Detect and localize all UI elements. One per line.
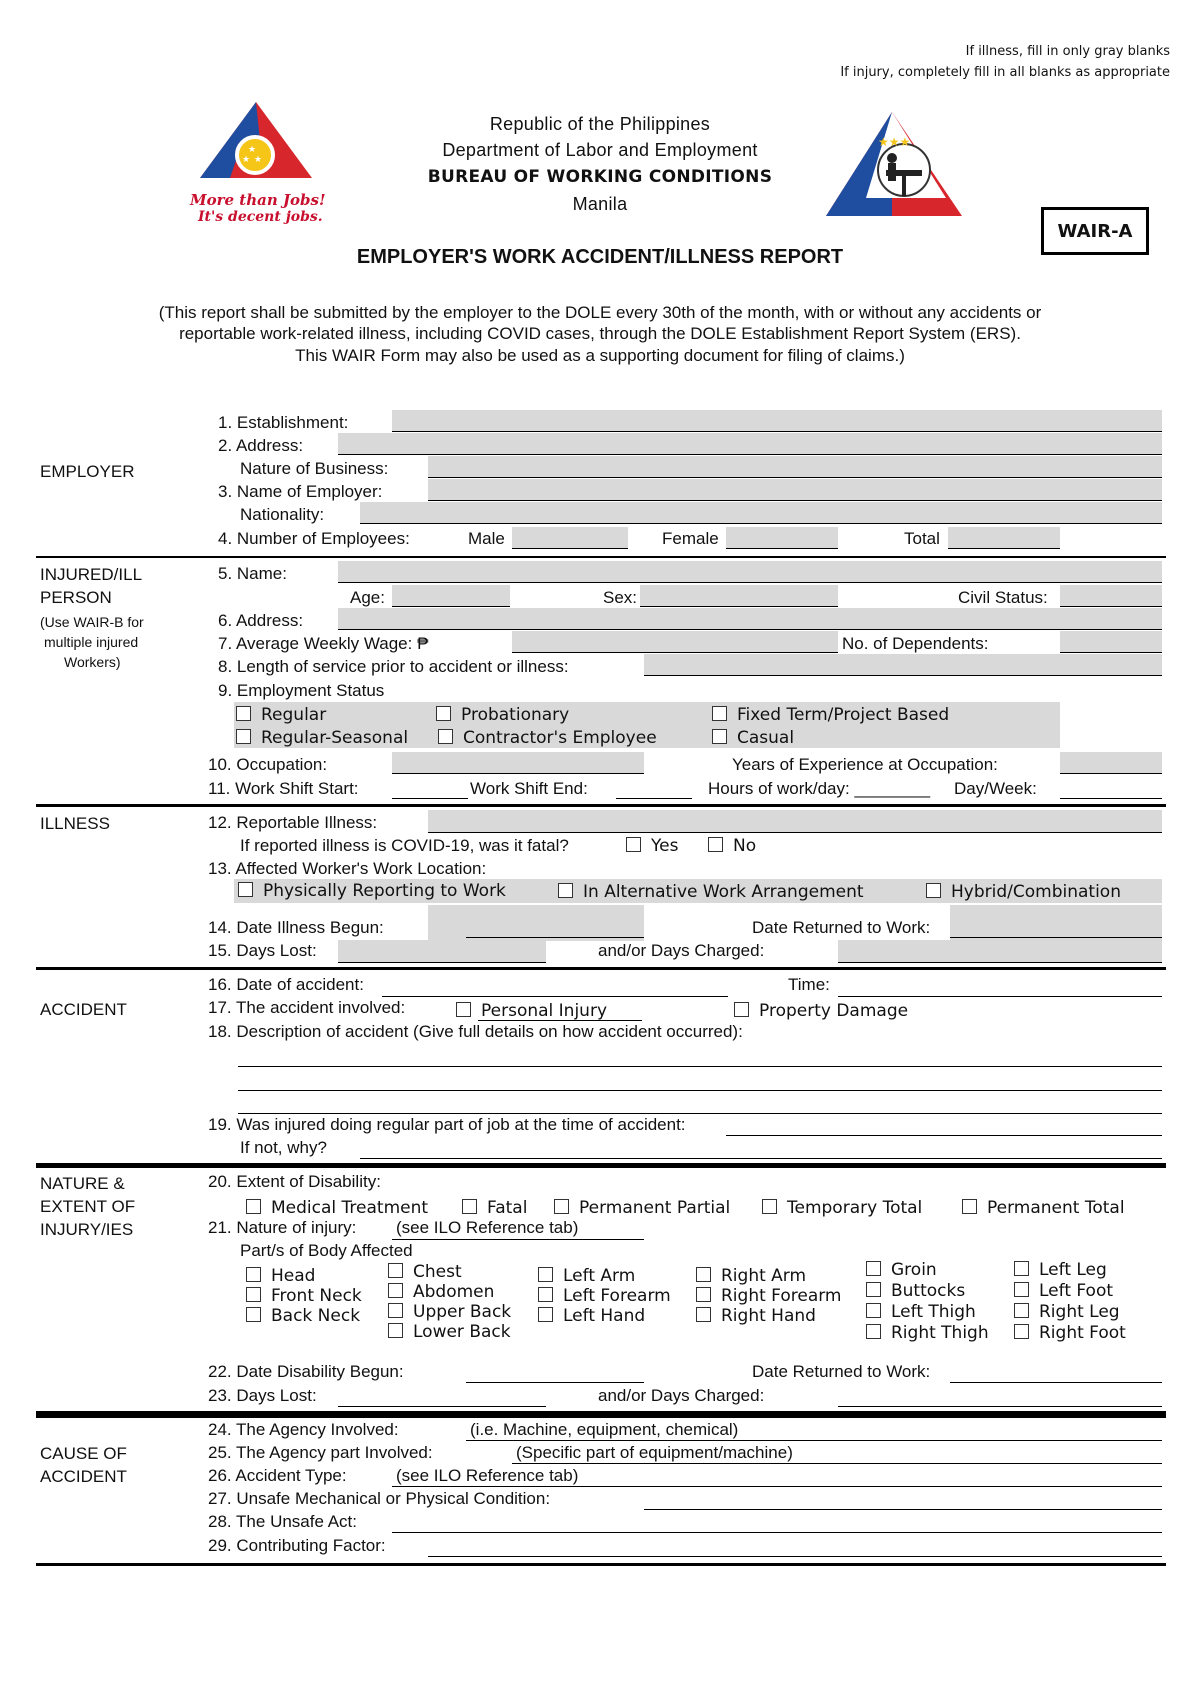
sex-input[interactable] [640, 585, 838, 606]
injured-note-1: (Use WAIR-B for [40, 614, 144, 630]
label-employer-name: 3. Name of Employer: [218, 482, 383, 501]
shift-start-input[interactable] [392, 798, 468, 799]
divider-accident [36, 1163, 1166, 1168]
label-hours-day: Hours of work/day: ________ [708, 779, 931, 798]
involved-personal-injury[interactable]: Personal Injury [456, 1001, 607, 1021]
label-date-illness: 14. Date Illness Begun: [208, 918, 384, 937]
header-department: Department of Labor and Employment [442, 140, 758, 160]
label-establishment: 1. Establishment: [218, 413, 349, 432]
svg-text:★: ★ [254, 154, 263, 164]
label-dependents: No. of Dependents: [842, 634, 989, 653]
description-line-3[interactable] [238, 1113, 1162, 1114]
date-returned-illness-input[interactable] [950, 905, 1162, 941]
day-week-input[interactable] [1060, 798, 1162, 799]
employer-name-input[interactable] [428, 479, 1162, 500]
date-accident-input[interactable] [382, 996, 728, 997]
checkbox-icon [712, 706, 727, 721]
body-right-leg[interactable]: Right Leg [1014, 1302, 1126, 1323]
label-time: Time: [788, 975, 830, 994]
label-accident-type: 26. Accident Type: [208, 1466, 347, 1485]
checkbox-icon [558, 883, 573, 898]
divider-illness [36, 967, 1166, 970]
label-work-location: 13. Affected Worker's Work Location: [208, 859, 487, 878]
body-right-thigh[interactable]: Right Thigh [866, 1323, 989, 1344]
status-regular[interactable]: Regular [236, 705, 326, 725]
body-column-5 [866, 1260, 989, 1344]
checkbox-icon [246, 1287, 261, 1302]
label-days-lost-injury: 23. Days Lost: [208, 1386, 317, 1405]
accident-type-input[interactable] [392, 1486, 1162, 1487]
intro-line-3: This WAIR Form may also be used as a supporting document for filing of claims.) [295, 346, 905, 365]
section-nature-3: INJURY/IES [40, 1220, 134, 1239]
checkbox-icon [1014, 1324, 1029, 1339]
label-years-experience: Years of Experience at Occupation: [732, 755, 998, 774]
label-contributing-factor: 29. Contributing Factor: [208, 1536, 386, 1555]
male-count-input[interactable] [512, 527, 628, 548]
label-female: Female [662, 529, 719, 548]
label-date-returned-injury: Date Returned to Work: [752, 1362, 931, 1381]
extent-medical-treatment[interactable]: Medical Treatment [246, 1198, 428, 1218]
female-count-input[interactable] [726, 527, 838, 548]
logo-tagline-1: More than Jobs! [190, 191, 326, 209]
body-left-leg[interactable]: Left Leg [1014, 1260, 1126, 1281]
location-alternative[interactable]: In Alternative Work Arrangement [558, 882, 864, 902]
body-front-neck[interactable]: Front Neck [246, 1286, 362, 1306]
label-days-charged-injury: and/or Days Charged: [598, 1386, 765, 1405]
if-not-why-input[interactable] [360, 1158, 1162, 1159]
label-employment-status: 9. Employment Status [218, 681, 385, 700]
label-age: Age: [350, 588, 385, 607]
divider-injured [36, 804, 1166, 807]
label-extent-disability: 20. Extent of Disability: [208, 1172, 381, 1191]
section-cause-2: ACCIDENT [40, 1467, 127, 1486]
section-accident: ACCIDENT [40, 1000, 127, 1019]
checkbox-icon [762, 1199, 777, 1214]
label-parts-body: Part/s of Body Affected [240, 1241, 413, 1260]
status-contractor[interactable]: Contractor's Employee [438, 728, 657, 748]
weekly-wage-input[interactable] [512, 631, 838, 652]
status-regular-seasonal[interactable]: Regular-Seasonal [236, 728, 408, 748]
description-line-2[interactable] [238, 1090, 1162, 1091]
label-agency-involved: 24. The Agency Involved: [208, 1420, 399, 1439]
label-shift-end: Work Shift End: [470, 779, 588, 798]
injured-address-input[interactable] [338, 608, 1162, 629]
section-illness: ILLNESS [40, 814, 110, 833]
checkbox-icon [1014, 1261, 1029, 1276]
dependents-input[interactable] [1060, 631, 1162, 652]
body-buttocks[interactable]: Buttocks [866, 1281, 989, 1302]
label-days-lost-illness: 15. Days Lost: [208, 941, 317, 960]
label-unsafe-condition: 27. Unsafe Mechanical or Physical Condition: [208, 1489, 551, 1508]
establishment-input[interactable] [392, 410, 1162, 431]
hint-ilo-nature: (see ILO Reference tab) [396, 1218, 579, 1237]
label-nature-business: Nature of Business: [240, 459, 389, 478]
intro-line-2: reportable work-related illness, including COVID cases, through the DOLE Establishment Report System (ERS). [179, 324, 1021, 343]
checkbox-icon [538, 1267, 553, 1282]
label-address: 2. Address: [218, 436, 304, 455]
body-upper-back[interactable]: Upper Back [388, 1302, 511, 1322]
injured-note-3: Workers) [64, 654, 121, 670]
extent-permanent-total[interactable]: Permanent Total [962, 1198, 1125, 1218]
section-nature-1: NATURE & [40, 1174, 125, 1193]
form-title: EMPLOYER'S WORK ACCIDENT/ILLNESS REPORT [356, 246, 844, 268]
checkbox-icon [866, 1303, 881, 1318]
checkbox-icon [438, 729, 453, 744]
checkbox-icon [696, 1287, 711, 1302]
unsafe-act-input[interactable] [392, 1532, 1162, 1533]
nature-injury-input[interactable] [392, 1239, 644, 1240]
agency-part-input[interactable] [512, 1463, 1162, 1464]
nationality-input[interactable] [360, 502, 1162, 523]
label-days-charged-illness: and/or Days Charged: [598, 941, 765, 960]
section-nature-2: EXTENT OF [40, 1197, 136, 1216]
section-injured-1: INJURED/ILL [40, 565, 143, 584]
checkbox-icon [236, 706, 251, 721]
body-left-foot[interactable]: Left Foot [1014, 1281, 1126, 1302]
years-experience-input[interactable] [1060, 752, 1162, 773]
civil-status-input[interactable] [1060, 585, 1162, 606]
body-column-4 [696, 1266, 842, 1326]
location-hybrid[interactable]: Hybrid/Combination [926, 882, 1121, 902]
body-chest[interactable]: Chest [388, 1262, 511, 1282]
label-number-employees: 4. Number of Employees: [218, 529, 410, 548]
hint-accident-type: (see ILO Reference tab) [396, 1466, 579, 1485]
description-line-1[interactable] [238, 1066, 1162, 1067]
checkbox-icon [866, 1282, 881, 1297]
checkbox-icon [236, 729, 251, 744]
contributing-factor-input[interactable] [428, 1556, 1162, 1557]
label-regular-job: 19. Was injured doing regular part of job at the time of accident: [208, 1115, 686, 1134]
checkbox-icon [712, 729, 727, 744]
status-probationary[interactable]: Probationary [436, 705, 569, 725]
label-description: 18. Description of accident (Give full details on how accident occurred): [208, 1022, 743, 1041]
label-weekly-wage: 7. Average Weekly Wage: ₱ [218, 634, 429, 653]
days-lost-injury-input[interactable] [338, 1406, 546, 1407]
header-city: Manila [572, 194, 628, 214]
label-shift-start: 11. Work Shift Start: [208, 779, 359, 798]
checkbox-icon [388, 1323, 403, 1338]
body-left-thigh[interactable]: Left Thigh [866, 1302, 989, 1323]
label-unsafe-act: 28. The Unsafe Act: [208, 1512, 357, 1531]
checkbox-icon [734, 1002, 749, 1017]
body-column-1 [246, 1266, 362, 1326]
checkbox-icon [1014, 1303, 1029, 1318]
checkbox-icon [696, 1267, 711, 1282]
section-employer: EMPLOYER [40, 462, 135, 481]
checkbox-icon [246, 1307, 261, 1322]
nature-business-input[interactable] [428, 456, 1162, 477]
shift-end-input[interactable] [616, 798, 692, 799]
label-reportable-illness: 12. Reportable Illness: [208, 813, 378, 832]
occupation-input[interactable] [392, 752, 644, 773]
checkbox-icon [554, 1199, 569, 1214]
label-nature-injury: 21. Nature of injury: [208, 1218, 357, 1237]
hint-agency-part: (Specific part of equipment/machine) [516, 1443, 793, 1462]
label-day-week: Day/Week: [954, 779, 1037, 798]
total-count-input[interactable] [948, 527, 1060, 548]
divider-bottom [36, 1563, 1166, 1566]
unsafe-condition-input[interactable] [644, 1509, 1162, 1510]
label-length-service: 8. Length of service prior to accident or illness: [218, 657, 569, 676]
days-lost-illness-input[interactable] [338, 940, 546, 962]
date-disability-input[interactable] [466, 1382, 644, 1383]
body-column-3 [538, 1266, 671, 1326]
body-lower-back[interactable]: Lower Back [388, 1322, 511, 1342]
body-column-6 [1014, 1260, 1126, 1344]
checkbox-icon [708, 837, 723, 852]
label-name: 5. Name: [218, 564, 287, 583]
reportable-illness-input[interactable] [428, 810, 1162, 832]
extent-temporary-total[interactable]: Temporary Total [762, 1198, 922, 1218]
length-service-input[interactable] [644, 654, 1162, 675]
checkbox-icon [866, 1261, 881, 1276]
label-male: Male [468, 529, 505, 548]
extent-permanent-partial[interactable]: Permanent Partial [554, 1198, 730, 1218]
corner-note-illness: If illness, fill in only gray blanks [965, 44, 1170, 59]
section-cause-1: CAUSE OF [40, 1444, 127, 1463]
label-covid-fatal: If reported illness is COVID-19, was it fatal? [240, 836, 569, 855]
body-column-2 [388, 1262, 511, 1342]
body-right-forearm[interactable]: Right Forearm [696, 1286, 842, 1306]
checkbox-icon [538, 1307, 553, 1322]
body-left-arm[interactable]: Left Arm [538, 1266, 671, 1286]
regular-job-input[interactable] [726, 1135, 1162, 1136]
svg-text:★: ★ [242, 154, 251, 164]
checkbox-icon [866, 1324, 881, 1339]
checkbox-icon [388, 1283, 403, 1298]
date-returned-injury-input[interactable] [950, 1382, 1162, 1383]
checkbox-icon [238, 882, 253, 897]
checkbox-icon [926, 883, 941, 898]
section-injured-2: PERSON [40, 588, 112, 607]
hint-agency-involved: (i.e. Machine, equipment, chemical) [470, 1420, 739, 1439]
status-fixed-term[interactable]: Fixed Term/Project Based [712, 705, 949, 725]
label-date-returned-illness: Date Returned to Work: [752, 918, 931, 937]
label-agency-part: 25. The Agency part Involved: [208, 1443, 433, 1462]
age-input[interactable] [392, 585, 510, 606]
label-if-not-why: If not, why? [240, 1138, 327, 1157]
checkbox-icon [462, 1199, 477, 1214]
checkbox-icon [962, 1199, 977, 1214]
checkbox-icon [436, 706, 451, 721]
label-injured-address: 6. Address: [218, 611, 304, 630]
checkbox-icon [388, 1303, 403, 1318]
label-civil-status: Civil Status: [958, 588, 1048, 607]
body-head[interactable]: Head [246, 1266, 362, 1286]
body-groin[interactable]: Groin [866, 1260, 989, 1281]
body-abdomen[interactable]: Abdomen [388, 1282, 511, 1302]
checkbox-icon [538, 1287, 553, 1302]
location-physical[interactable]: Physically Reporting to Work [238, 881, 506, 901]
injured-note-2: multiple injured [44, 634, 139, 650]
header-republic: Republic of the Philippines [489, 114, 711, 134]
involved-property-damage[interactable]: Property Damage [734, 1001, 908, 1021]
days-charged-illness-input[interactable] [838, 940, 1162, 962]
injured-name-input[interactable] [338, 561, 1162, 582]
label-sex: Sex: [603, 588, 638, 607]
body-left-hand[interactable]: Left Hand [538, 1306, 671, 1326]
logo-tagline-2: It's decent jobs. [198, 209, 323, 225]
header-bureau: BUREAU OF WORKING CONDITIONS [427, 167, 773, 187]
status-casual[interactable]: Casual [712, 728, 794, 748]
label-total: Total [904, 529, 940, 548]
agency-involved-input[interactable] [466, 1440, 1162, 1441]
checkbox-icon [456, 1002, 471, 1017]
employer-address-input[interactable] [338, 433, 1162, 454]
checkbox-icon [696, 1307, 711, 1322]
extent-fatal[interactable]: Fatal [462, 1198, 527, 1218]
corner-note-injury: If injury, completely fill in all blanks as appropriate [840, 65, 1170, 80]
checkbox-icon [246, 1199, 261, 1214]
body-right-hand[interactable]: Right Hand [696, 1306, 842, 1326]
checkbox-icon [626, 837, 641, 852]
checkbox-icon [1014, 1282, 1029, 1297]
label-occupation: 10. Occupation: [208, 755, 328, 774]
svg-text:★: ★ [248, 144, 257, 154]
checkbox-icon [388, 1263, 403, 1278]
covid-no-checkbox[interactable]: No [708, 836, 756, 856]
label-nationality: Nationality: [240, 505, 325, 524]
label-accident-involved: 17. The accident involved: [208, 998, 406, 1017]
body-right-arm[interactable]: Right Arm [696, 1266, 842, 1286]
body-back-neck[interactable]: Back Neck [246, 1306, 362, 1326]
checkbox-icon [246, 1267, 261, 1282]
time-input[interactable] [838, 996, 1162, 997]
divider-nature [36, 1411, 1166, 1418]
covid-yes-checkbox[interactable]: Yes [626, 836, 678, 856]
body-right-foot[interactable]: Right Foot [1014, 1323, 1126, 1344]
divider-employer [36, 556, 1166, 558]
days-charged-injury-input[interactable] [838, 1406, 1162, 1407]
date-illness-input[interactable] [428, 905, 644, 941]
intro-line-1: (This report shall be submitted by the employer to the DOLE every 30th of the month, with or without any accidents or [158, 303, 1042, 322]
label-date-disability: 22. Date Disability Begun: [208, 1362, 404, 1381]
label-date-accident: 16. Date of accident: [208, 975, 364, 994]
form-code-box: WAIR-A [1041, 207, 1149, 255]
body-left-forearm[interactable]: Left Forearm [538, 1286, 671, 1306]
svg-text:★★★: ★★★ [878, 135, 911, 149]
